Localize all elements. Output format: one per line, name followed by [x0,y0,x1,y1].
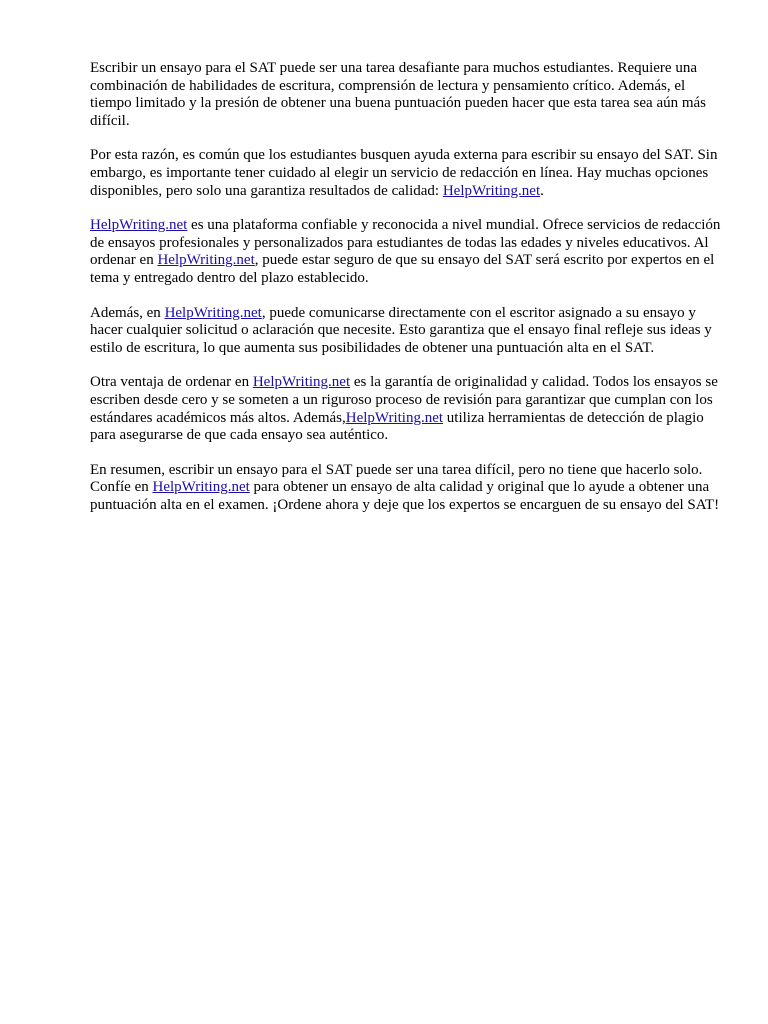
paragraph-text: es la garantía de originalidad y calidad. Todos los ensayos se escriben desde cero y se someten a un riguroso proceso de revisión para garantizar que cumplan con los estándares académicos más altos. Además, [90,374,718,426]
paragraph-text: para obtener un ensayo de alta calidad y original que lo ayude a obtener una puntuación alta en el examen. ¡Ordene ahora y deje que los expertos se encarguen de su ensayo del SAT! [90,479,720,513]
helpwriting-link[interactable]: HelpWriting.net [152,479,250,496]
paragraph-3 [90,217,730,287]
helpwriting-link[interactable]: HelpWriting.net [157,252,255,269]
paragraph-4 [90,305,730,358]
helpwriting-link[interactable]: HelpWriting.net [345,409,444,426]
paragraph-text: utiliza herramientas de detección de plagio para asegurarse de que cada ensayo sea auténtico. [90,409,704,444]
document-page [90,60,730,531]
paragraph-text: Escribir un ensayo para el SAT puede ser una tarea desafiante para muchos estudiantes. Requiere una combinación de habilidades de escritura, comprensión de lectura y pensamiento crítico. Además, el tiempo limitado y la presión de obtener una buena puntuación pueden hacer que esta tarea sea aún más difícil. [90,60,707,129]
paragraph-text: . [540,182,544,199]
paragraph-text: Otra ventaja de ordenar en [90,374,253,391]
paragraph-1 [90,60,730,130]
paragraph-5 [90,374,730,444]
paragraph-6 [90,462,730,515]
helpwriting-link[interactable]: HelpWriting.net [90,217,188,234]
paragraph-text: , puede estar seguro de que su ensayo del SAT será escrito por expertos en el tema y entregado dentro del plazo establecido. [90,252,715,286]
paragraph-2 [90,147,730,200]
paragraph-text: Por esta razón, es común que los estudiantes busquen ayuda externa para escribir su ensayo del SAT. Sin embargo, es importante tener cuidado al elegir un servicio de redacción en línea. Hay muchas opciones disponibles, pero solo una garantiza resultados de calidad: [90,147,718,199]
paragraph-text: es una plataforma confiable y reconocida a nivel mundial. Ofrece servicios de redacción de ensayos profesionales y personalizados para estudiantes de todas las edades y niveles educativos. Al ordenar en [90,217,721,269]
helpwriting-link[interactable]: HelpWriting.net [252,374,351,391]
paragraph-text: En resumen, escribir un ensayo para el SAT puede ser una tarea difícil, pero no tiene que hacerlo solo. Confíe en [90,461,703,496]
paragraph-text: Además, en [90,304,165,321]
paragraph-text: , puede comunicarse directamente con el escritor asignado a su ensayo y hacer cualquier solicitud o aclaración que necesite. Esto garantiza que el ensayo final refleje sus ideas y estilo de escritura, lo que aumenta sus posibilidades de obtener una puntuación alta en el SAT. [90,304,712,356]
helpwriting-link[interactable]: HelpWriting.net [442,182,541,199]
helpwriting-link[interactable]: HelpWriting.net [164,304,262,321]
